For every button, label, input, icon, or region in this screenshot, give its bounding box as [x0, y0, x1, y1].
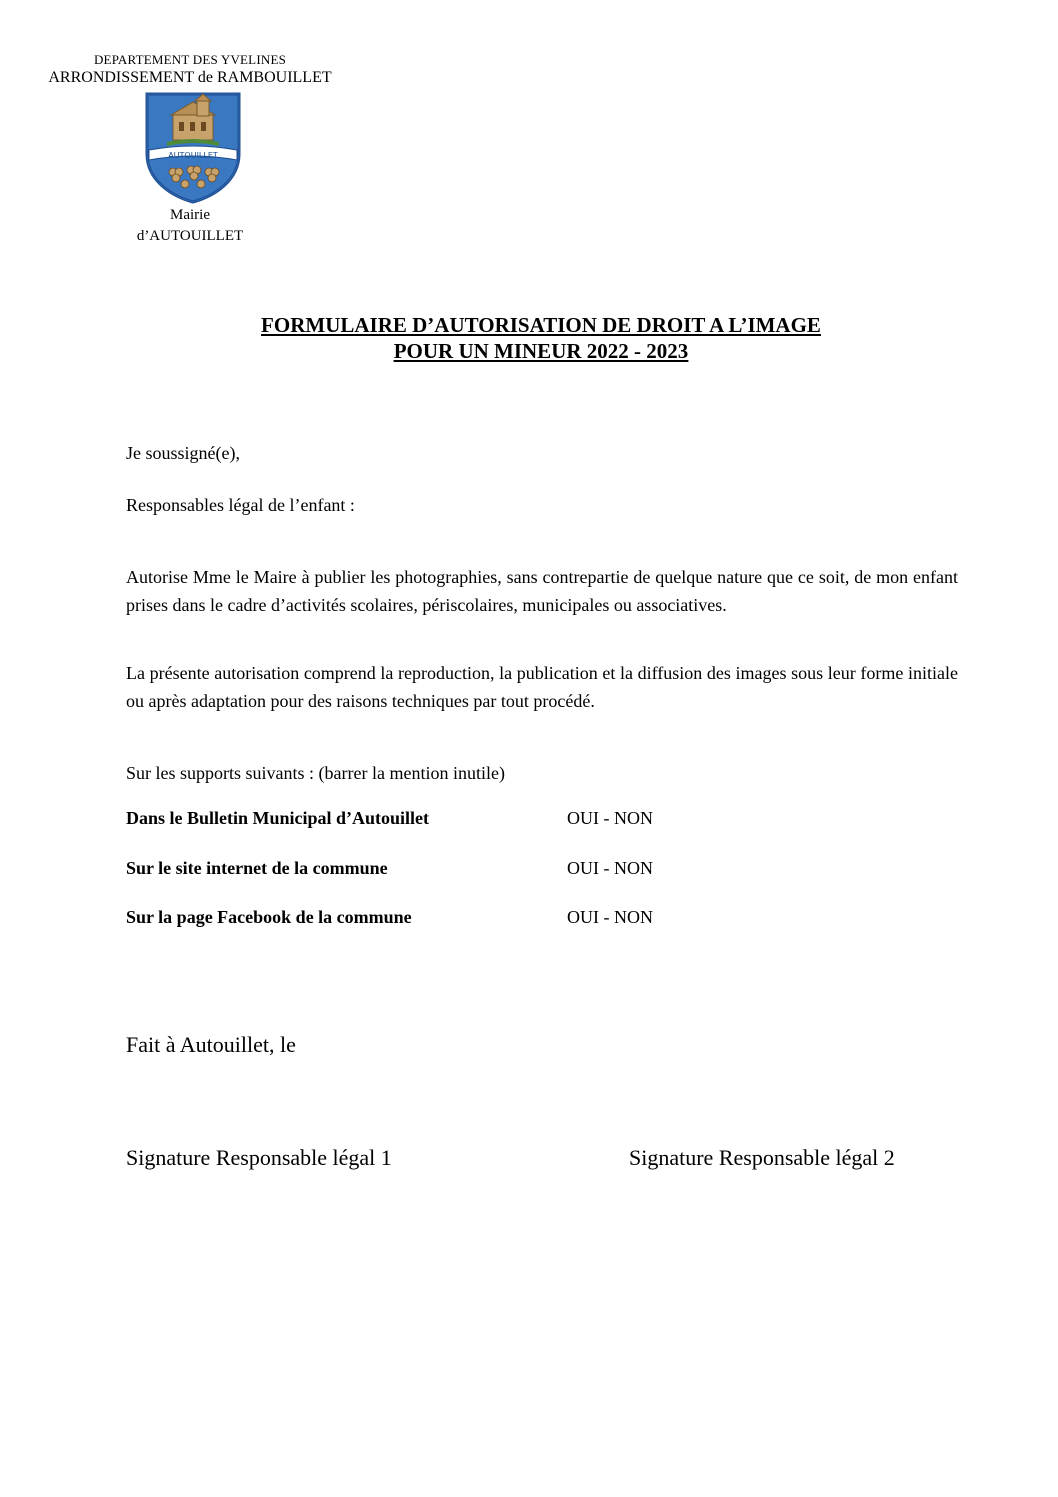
signature-legal-1: Signature Responsable légal 1: [126, 1145, 392, 1170]
mairie-label: Mairie: [170, 207, 210, 223]
shield-icon: [143, 92, 243, 204]
fait-a-text: Fait à Autouillet, le: [126, 1032, 296, 1057]
scope-paragraph: La présente autorisation comprend la reproduction, la publication et la diffusion des images sous leur forme initiale ou après adaptation pour des raisons techniques par tout procédé.: [126, 663, 958, 711]
support-label-bulletin: Dans le Bulletin Municipal d’Autouillet: [126, 808, 430, 828]
responsable-text: Responsables légal de l’enfant :: [126, 495, 355, 515]
town-crest-logo: [143, 92, 243, 204]
soussigne-text: Je soussigné(e),: [126, 443, 240, 463]
support-choice-facebook[interactable]: OUI - NON: [567, 907, 653, 927]
signature-legal-2: Signature Responsable légal 2: [629, 1145, 895, 1170]
title-line-2: POUR UN MINEUR 2022 - 2023: [393, 339, 689, 363]
supports-intro: Sur les supports suivants : (barrer la mention inutile): [126, 763, 505, 783]
department-heading: DEPARTEMENT DES YVELINES: [93, 52, 287, 67]
support-choice-bulletin[interactable]: OUI - NON: [567, 808, 653, 828]
arrondissement-heading: ARRONDISSEMENT de RAMBOUILLET: [48, 69, 332, 86]
support-label-facebook: Sur la page Facebook de la commune: [126, 907, 412, 927]
authorization-paragraph: Autorise Mme le Maire à publier les photographies, sans contrepartie de quelque nature que ce soit, de mon enfant prises dans le cadre d’activités scolaires, périscolaires, municipales ou associatives.: [126, 567, 958, 615]
form-title: [120, 312, 962, 364]
svg-text:AUTOUILLET: AUTOUILLET: [168, 151, 218, 160]
support-label-website: Sur le site internet de la commune: [126, 858, 388, 878]
support-choice-website[interactable]: OUI - NON: [567, 858, 653, 878]
commune-label: d’AUTOUILLET: [136, 228, 244, 244]
title-line-1: FORMULAIRE D’AUTORISATION DE DROIT A L’IMAGE: [261, 313, 821, 337]
